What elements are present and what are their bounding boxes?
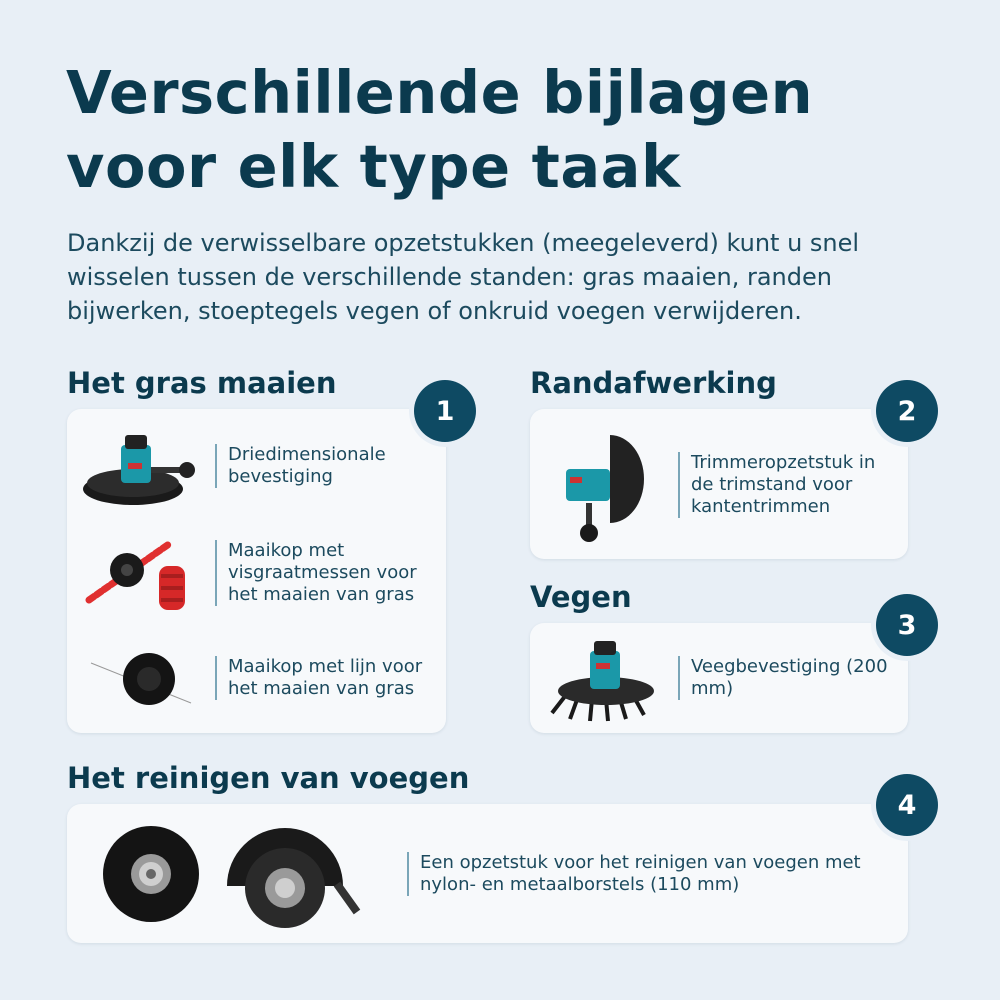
item-joint-brush: [97, 814, 897, 934]
trimmer-head-icon: [81, 423, 215, 509]
item-text: Trimmeropzetstuk in de trimstand voor kantentrimmen: [678, 452, 902, 518]
badge-2: 2: [876, 380, 938, 442]
item-text: Een opzetstuk voor het reinigen van voegen met nylon- en metaalborstels (110 mm): [407, 852, 877, 896]
joint-brush-icon: [97, 816, 407, 932]
item-edge-trimmer: [552, 423, 902, 547]
edge-trimmer-icon: [552, 425, 678, 545]
badge-1: 1: [414, 380, 476, 442]
item-sweep-brush: [546, 631, 902, 725]
item-text: Maaikop met lijn voor het maaien van gras: [215, 656, 441, 700]
heading-gras-maaien: Het gras maaien: [67, 366, 337, 400]
item-blade-head: [81, 527, 441, 619]
item-3d-attachment: [81, 421, 441, 511]
blade-head-icon: [81, 530, 215, 616]
item-text: Driedimensionale bevestiging: [215, 444, 441, 488]
badge-4: 4: [876, 774, 938, 836]
line-spool-icon: [81, 643, 215, 713]
card-reinigen-voegen: [67, 804, 908, 943]
sweep-brush-icon: [546, 633, 678, 723]
item-line-head: [81, 639, 441, 717]
card-gras-maaien: [67, 409, 446, 733]
card-vegen: [530, 623, 908, 733]
heading-vegen: Vegen: [530, 580, 632, 614]
page-title: Verschillende bijlagen voor elk type taak: [66, 58, 814, 201]
heading-randafwerking: Randafwerking: [530, 366, 777, 400]
item-text: Maaikop met visgraatmessen voor het maaien van gras: [215, 540, 441, 606]
item-text: Veegbevestiging (200 mm): [678, 656, 902, 700]
badge-3: 3: [876, 594, 938, 656]
card-randafwerking: [530, 409, 908, 559]
intro-text: Dankzij de verwisselbare opzetstukken (meegeleverd) kunt u snel wisselen tussen de verschillende standen: gras maaien, randen bijwerken, stoeptegels vegen of onkruid voegen verwijderen.: [67, 229, 860, 325]
heading-reinigen-voegen: Het reinigen van voegen: [67, 761, 470, 795]
